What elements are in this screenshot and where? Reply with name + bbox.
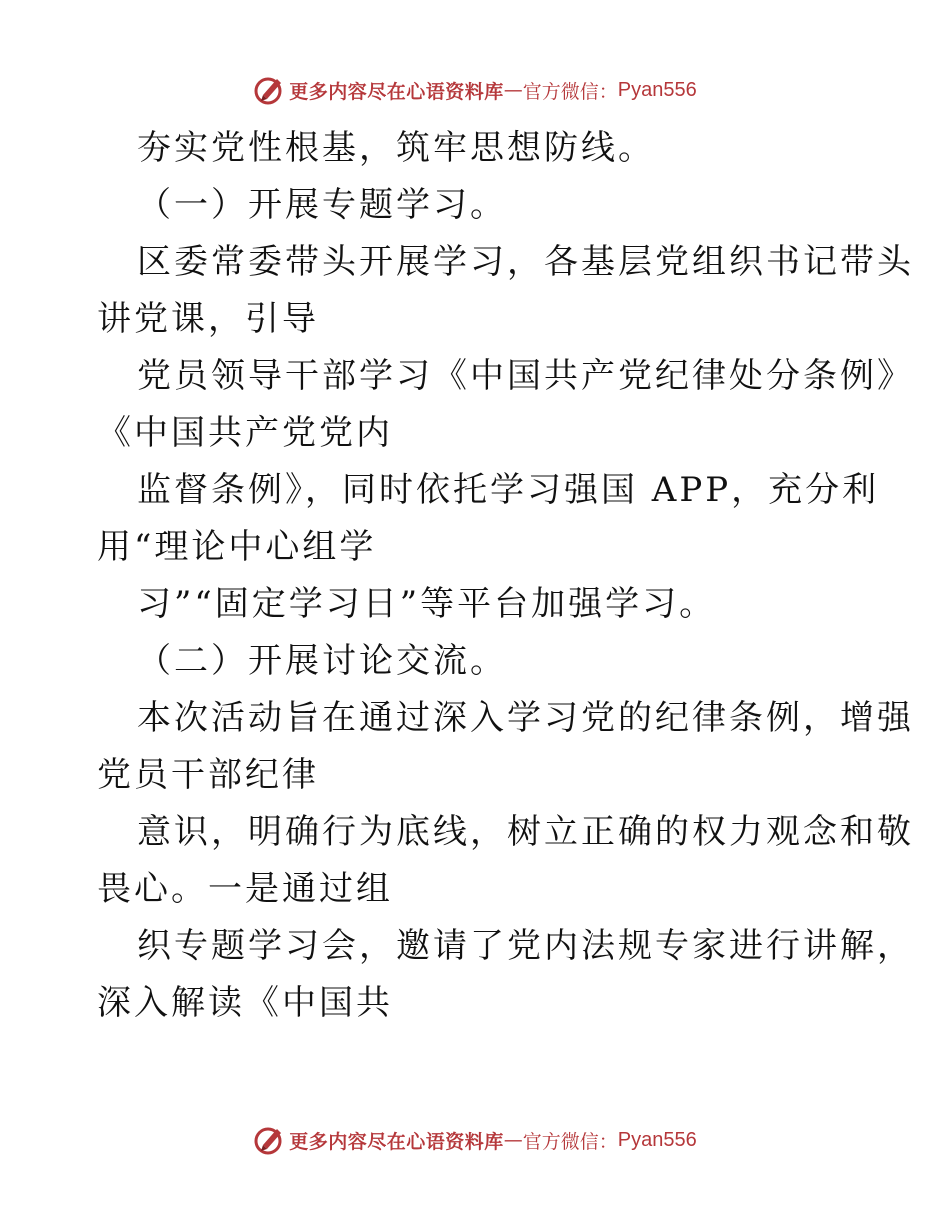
text-line: 深入解读《中国共 (97, 983, 393, 1023)
header-banner-dash: — (503, 79, 523, 101)
section-heading: （二）开展讨论交流。 (137, 641, 507, 681)
footer-wechat-id: Pyan556 (617, 1128, 697, 1151)
footer-watermark-banner (0, 1122, 950, 1158)
text-line: 党员领导干部学习《中国共产党纪律处分条例》 (137, 356, 914, 396)
text-line: 畏心。一是通过组 (97, 869, 393, 909)
header-watermark-banner (0, 72, 950, 108)
text-line: 本次活动旨在通过深入学习党的纪律条例，增强 (137, 698, 914, 738)
footer-wechat-label: 官方微信： (522, 1130, 618, 1153)
text-line: 区委常委带头开展学习，各基层党组织书记带头 (137, 242, 914, 282)
text-line: 织专题学习会，邀请了党内法规专家进行讲解， (137, 926, 914, 966)
text-line: 《中国共产党党内 (97, 413, 393, 453)
text-line: 讲党课，引导 (97, 299, 319, 339)
footer-banner-dash: — (503, 1129, 523, 1151)
text-line: 意识，明确行为底线，树立正确的权力观念和敬 (137, 812, 914, 852)
section-heading: （一）开展专题学习。 (137, 185, 507, 225)
header-wechat-id: Pyan556 (617, 78, 697, 101)
pen-logo-icon (253, 1124, 285, 1156)
footer-banner-text: 更多内容尽在心语资料库 (289, 1130, 504, 1153)
text-line: 监督条例》，同时依托学习强国 APP，充分利 (137, 470, 880, 510)
pen-logo-icon (253, 74, 285, 106)
text-line: 用“理论中心组学 (97, 527, 377, 567)
text-line: 党员干部纪律 (97, 755, 319, 795)
text-line: 习”“固定学习日”等平台加强学习。 (137, 584, 717, 624)
header-banner-text: 更多内容尽在心语资料库 (289, 80, 504, 103)
document-body (97, 120, 914, 1032)
text-line: 夯实党性根基，筑牢思想防线。 (137, 128, 655, 168)
header-wechat-label: 官方微信： (522, 80, 618, 103)
